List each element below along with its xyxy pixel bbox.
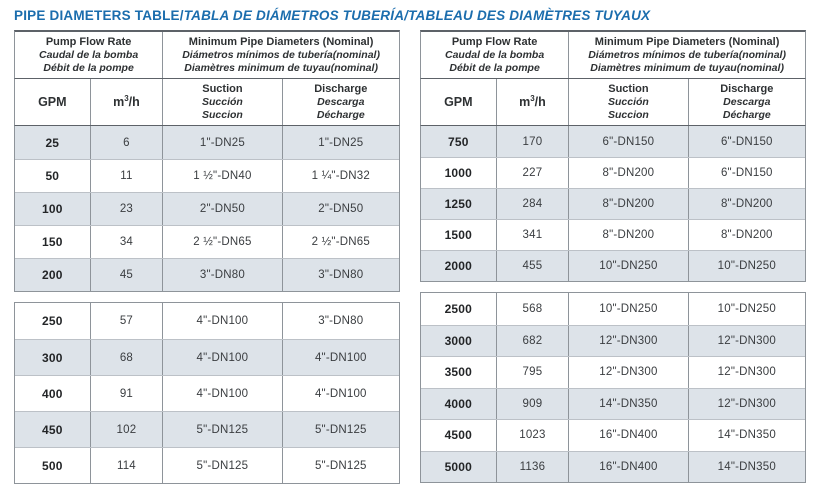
header-suction: Suction Succión Succion (163, 79, 282, 125)
gpm-cell: 1250 (421, 189, 497, 219)
header-m3h: $m^3/h$ (497, 79, 570, 125)
table-row (15, 258, 399, 291)
m3h-cell: 284 (497, 189, 570, 219)
header-pump-flow-rate (421, 32, 569, 78)
table-row (15, 225, 399, 258)
gpm-cell: 25 (15, 126, 91, 159)
m3h-cell: 909 (497, 389, 570, 420)
header-min-pipe-diameters (569, 32, 805, 78)
suction-cell: 1"-DN25 (163, 126, 282, 159)
suction-cell: 12"-DN300 (569, 357, 688, 388)
gpm-cell: 5000 (421, 452, 497, 483)
table-row (421, 356, 805, 388)
m3h-cell: 1136 (497, 452, 570, 483)
header-label-fr: Débit de la pompe (43, 62, 134, 75)
page-title-english: PIPE DIAMETERS TABLE/ (14, 8, 184, 23)
table-row (421, 188, 805, 219)
header-label-fr: Diamètres minimum de tuyau(nominal) (184, 62, 378, 75)
gpm-cell: 450 (15, 412, 91, 447)
header-label-es: Diámetros mínimos de tubería(nominal) (588, 48, 786, 61)
m3h-cell: 682 (497, 326, 570, 357)
table-row (421, 451, 805, 483)
header-discharge: Discharge Descarga Décharge (314, 82, 368, 122)
table-row (421, 325, 805, 357)
suction-cell: 16"-DN400 (569, 420, 688, 451)
table-section-2 (420, 292, 806, 483)
gpm-cell: 1000 (421, 158, 497, 188)
table-subheader-row (420, 79, 806, 126)
header-discharge: Discharge Descarga Décharge (720, 82, 774, 122)
page-title (14, 8, 817, 23)
table-row (15, 375, 399, 411)
header-label-en: Pump Flow Rate (45, 35, 132, 48)
table-row (15, 303, 399, 339)
discharge-cell: 12"-DN300 (717, 397, 776, 410)
gpm-cell: 1500 (421, 220, 497, 250)
m3h-cell: 23 (91, 193, 164, 225)
suction-cell: 3"-DN80 (163, 259, 282, 291)
suction-cell: 16"-DN400 (569, 452, 688, 483)
suction-cell: 10"-DN250 (569, 293, 688, 325)
gpm-cell: 750 (421, 126, 497, 157)
m3h-cell: 114 (91, 448, 164, 483)
table-section-1 (420, 126, 806, 282)
suction-cell: 1 ½"-DN40 (163, 160, 282, 192)
gpm-cell: 3500 (421, 357, 497, 388)
m3h-cell: 568 (497, 293, 570, 325)
discharge-cell: 10"-DN250 (717, 302, 776, 315)
table-subheader-row (14, 79, 400, 126)
header-label-fr: Diamètres minimum de tuyau(nominal) (590, 62, 784, 75)
table-row (15, 411, 399, 447)
gpm-cell: 500 (15, 448, 91, 483)
suction-cell: 8"-DN200 (569, 220, 688, 250)
header-gpm: GPM (421, 79, 497, 125)
gpm-cell: 200 (15, 259, 91, 291)
discharge-cell: 2 ½"-DN65 (311, 236, 370, 248)
header-label-en: Minimum Pipe Diameters (Nominal) (188, 35, 374, 48)
pipe-table-low-flow (14, 30, 400, 484)
header-label-es: Caudal de la bomba (445, 48, 545, 61)
suction-cell: 14"-DN350 (569, 389, 688, 420)
suction-cell: 4"-DN100 (163, 376, 282, 411)
suction-cell: 4"-DN100 (163, 340, 282, 375)
header-suction: Suction Succión Succion (569, 79, 688, 125)
table-section-1 (14, 126, 400, 292)
table-header-group (420, 30, 806, 79)
header-pump-flow-rate (15, 32, 163, 78)
table-row (421, 293, 805, 325)
discharge-cell: 3"-DN80 (318, 315, 364, 327)
table-row (15, 126, 399, 159)
discharge-cell: 14"-DN350 (717, 460, 776, 473)
m3h-cell: 45 (91, 259, 164, 291)
suction-cell: 5"-DN125 (163, 448, 282, 483)
discharge-cell: 14"-DN350 (717, 429, 776, 442)
header-min-pipe-diameters (163, 32, 399, 78)
table-section-2 (14, 302, 400, 484)
gpm-cell: 4000 (421, 389, 497, 420)
suction-cell: 6"-DN150 (569, 126, 688, 157)
header-label-en: Minimum Pipe Diameters (Nominal) (594, 35, 780, 48)
suction-cell: 4"-DN100 (163, 303, 282, 339)
table-row (421, 219, 805, 250)
m3h-cell: 1023 (497, 420, 570, 451)
suction-cell: 2"-DN50 (163, 193, 282, 225)
m3h-cell: 6 (91, 126, 164, 159)
m3h-cell: 170 (497, 126, 570, 157)
header-m3h: $m^3/h$ (91, 79, 164, 125)
header-gpm: GPM (15, 79, 91, 125)
discharge-cell: 1 ¼"-DN32 (311, 170, 370, 182)
discharge-cell: 1"-DN25 (318, 136, 364, 149)
section-gap (420, 282, 806, 292)
discharge-cell: 5"-DN125 (314, 459, 367, 472)
table-row (15, 339, 399, 375)
header-label-fr: Débit de la pompe (449, 62, 540, 75)
discharge-cell: 2"-DN50 (318, 203, 364, 215)
m3h-cell: 102 (91, 412, 164, 447)
gpm-cell: 2000 (421, 251, 497, 281)
m3h-cell: 68 (91, 340, 164, 375)
table-row (15, 159, 399, 192)
table-row (421, 157, 805, 188)
gpm-cell: 150 (15, 226, 91, 258)
suction-cell: 8"-DN200 (569, 189, 688, 219)
discharge-cell: 12"-DN300 (717, 334, 776, 347)
suction-cell: 12"-DN300 (569, 326, 688, 357)
m3h-cell: 11 (91, 160, 164, 192)
gpm-cell: 4500 (421, 420, 497, 451)
discharge-cell: 4"-DN100 (314, 351, 367, 364)
gpm-cell: 300 (15, 340, 91, 375)
gpm-cell: 50 (15, 160, 91, 192)
header-label-es: Diámetros mínimos de tubería(nominal) (182, 48, 380, 61)
suction-cell: 5"-DN125 (163, 412, 282, 447)
suction-cell: 8"-DN200 (569, 158, 688, 188)
suction-cell: 10"-DN250 (569, 251, 688, 281)
page-title-translations: TABLA DE DIÁMETROS TUBERÍA/TABLEAU DES DIAMÈTRES TUYAUX (183, 8, 651, 23)
table-header-group (14, 30, 400, 79)
header-label-en: Pump Flow Rate (451, 35, 538, 48)
m3h-cell: 455 (497, 251, 570, 281)
discharge-cell: 12"-DN300 (717, 366, 776, 379)
m3h-cell: 795 (497, 357, 570, 388)
gpm-cell: 400 (15, 376, 91, 411)
gpm-cell: 250 (15, 303, 91, 339)
header-label-es: Caudal de la bomba (39, 48, 139, 61)
discharge-cell: 10"-DN250 (717, 260, 776, 272)
section-gap (14, 292, 400, 302)
discharge-cell: 8"-DN200 (720, 229, 773, 241)
table-row (421, 126, 805, 157)
m3h-cell: 34 (91, 226, 164, 258)
discharge-cell: 8"-DN200 (720, 198, 773, 210)
table-row (421, 250, 805, 281)
table-row (421, 388, 805, 420)
discharge-cell: 3"-DN80 (318, 269, 364, 281)
tables-container (0, 30, 817, 484)
m3h-cell: 227 (497, 158, 570, 188)
gpm-cell: 2500 (421, 293, 497, 325)
discharge-cell: 6"-DN150 (720, 135, 773, 148)
gpm-cell: 100 (15, 193, 91, 225)
table-row (15, 192, 399, 225)
discharge-cell: 4"-DN100 (314, 387, 367, 400)
m3h-cell: 341 (497, 220, 570, 250)
gpm-cell: 3000 (421, 326, 497, 357)
discharge-cell: 6"-DN150 (720, 167, 773, 179)
table-row (15, 447, 399, 483)
suction-cell: 2 ½"-DN65 (163, 226, 282, 258)
m3h-cell: 91 (91, 376, 164, 411)
discharge-cell: 5"-DN125 (314, 423, 367, 436)
pipe-table-high-flow (420, 30, 806, 483)
table-row (421, 419, 805, 451)
m3h-cell: 57 (91, 303, 164, 339)
